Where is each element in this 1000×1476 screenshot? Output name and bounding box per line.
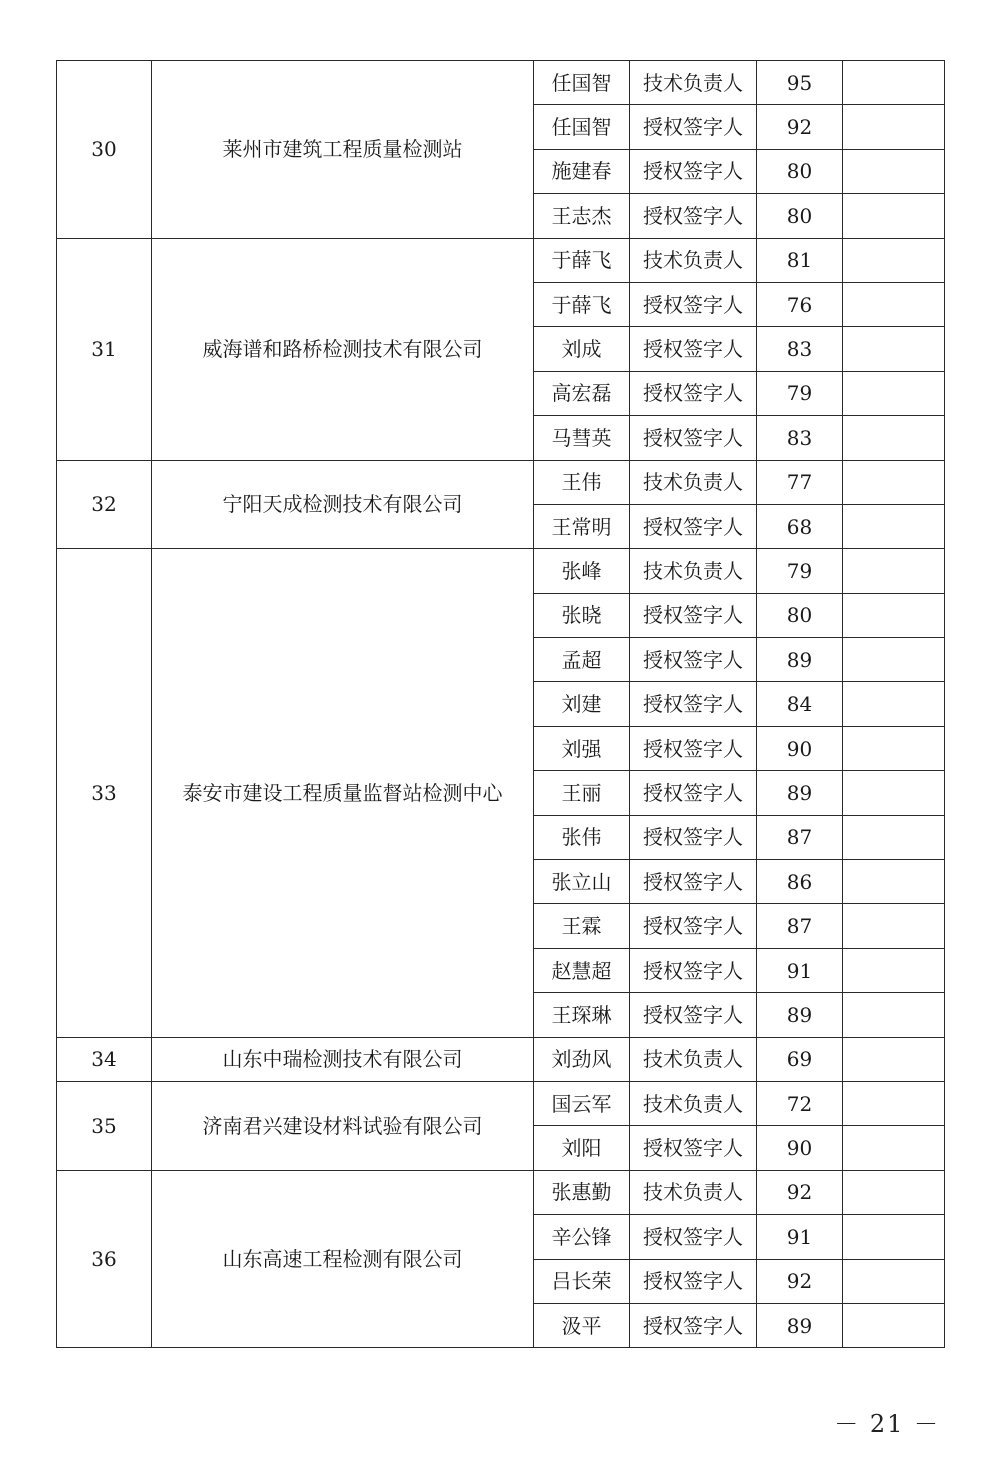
- role-cell: 授权签字人: [630, 149, 757, 193]
- role-cell: 授权签字人: [630, 993, 757, 1037]
- table-row: [57, 1037, 945, 1081]
- score-cell: 92: [757, 1170, 843, 1214]
- person-name-cell: 刘建: [534, 682, 630, 726]
- score-cell: 89: [757, 638, 843, 682]
- score-cell: 76: [757, 282, 843, 326]
- score-cell: 77: [757, 460, 843, 504]
- remark-cell: [843, 1215, 945, 1259]
- person-name-cell: 王伟: [534, 460, 630, 504]
- role-cell: 授权签字人: [630, 1215, 757, 1259]
- role-cell: 技术负责人: [630, 549, 757, 593]
- org-number-cell: 30: [57, 61, 152, 239]
- org-number-cell: 31: [57, 238, 152, 460]
- role-cell: 授权签字人: [630, 194, 757, 238]
- score-cell: 89: [757, 771, 843, 815]
- score-cell: 83: [757, 416, 843, 460]
- role-cell: 授权签字人: [630, 948, 757, 992]
- page-number: － 21 －: [834, 1410, 940, 1438]
- remark-cell: [843, 593, 945, 637]
- remark-cell: [843, 549, 945, 593]
- org-name-cell: 山东高速工程检测有限公司: [152, 1170, 534, 1348]
- score-cell: 89: [757, 993, 843, 1037]
- remark-cell: [843, 904, 945, 948]
- person-name-cell: 张立山: [534, 860, 630, 904]
- role-cell: 授权签字人: [630, 682, 757, 726]
- role-cell: 授权签字人: [630, 1303, 757, 1347]
- remark-cell: [843, 61, 945, 105]
- role-cell: 授权签字人: [630, 282, 757, 326]
- remark-cell: [843, 1259, 945, 1303]
- role-cell: 授权签字人: [630, 416, 757, 460]
- person-name-cell: 于薛飞: [534, 282, 630, 326]
- remark-cell: [843, 1126, 945, 1170]
- role-cell: 授权签字人: [630, 815, 757, 859]
- score-cell: 84: [757, 682, 843, 726]
- org-name-cell: 威海谱和路桥检测技术有限公司: [152, 238, 534, 460]
- table-row: [57, 61, 945, 105]
- person-name-cell: 王志杰: [534, 194, 630, 238]
- score-cell: 80: [757, 194, 843, 238]
- remark-cell: [843, 771, 945, 815]
- remark-cell: [843, 1303, 945, 1347]
- remark-cell: [843, 371, 945, 415]
- score-cell: 95: [757, 61, 843, 105]
- remark-cell: [843, 860, 945, 904]
- score-cell: 81: [757, 238, 843, 282]
- person-name-cell: 王常明: [534, 504, 630, 548]
- table-row: [57, 1081, 945, 1125]
- score-cell: 87: [757, 904, 843, 948]
- person-name-cell: 辛公锋: [534, 1215, 630, 1259]
- score-cell: 72: [757, 1081, 843, 1125]
- remark-cell: [843, 815, 945, 859]
- person-name-cell: 于薛飞: [534, 238, 630, 282]
- org-number-cell: 34: [57, 1037, 152, 1081]
- score-cell: 90: [757, 726, 843, 770]
- person-name-cell: 张晓: [534, 593, 630, 637]
- role-cell: 授权签字人: [630, 771, 757, 815]
- org-name-cell: 济南君兴建设材料试验有限公司: [152, 1081, 534, 1170]
- score-cell: 91: [757, 1215, 843, 1259]
- role-cell: 技术负责人: [630, 1170, 757, 1214]
- remark-cell: [843, 416, 945, 460]
- org-number-cell: 36: [57, 1170, 152, 1348]
- score-cell: 91: [757, 948, 843, 992]
- person-name-cell: 刘阳: [534, 1126, 630, 1170]
- remark-cell: [843, 948, 945, 992]
- score-cell: 68: [757, 504, 843, 548]
- role-cell: 授权签字人: [630, 726, 757, 770]
- table-row: [57, 549, 945, 593]
- remark-cell: [843, 282, 945, 326]
- role-cell: 授权签字人: [630, 860, 757, 904]
- remark-cell: [843, 460, 945, 504]
- person-name-cell: 高宏磊: [534, 371, 630, 415]
- person-name-cell: 王琛琳: [534, 993, 630, 1037]
- remark-cell: [843, 726, 945, 770]
- score-cell: 87: [757, 815, 843, 859]
- person-name-cell: 孟超: [534, 638, 630, 682]
- role-cell: 技术负责人: [630, 238, 757, 282]
- table-row: [57, 238, 945, 282]
- person-name-cell: 张峰: [534, 549, 630, 593]
- org-number-cell: 33: [57, 549, 152, 1037]
- role-cell: 技术负责人: [630, 61, 757, 105]
- person-name-cell: 刘成: [534, 327, 630, 371]
- score-cell: 90: [757, 1126, 843, 1170]
- person-name-cell: 国云军: [534, 1081, 630, 1125]
- person-name-cell: 施建春: [534, 149, 630, 193]
- role-cell: 技术负责人: [630, 1037, 757, 1081]
- person-name-cell: 张惠勤: [534, 1170, 630, 1214]
- org-number-cell: 32: [57, 460, 152, 549]
- remark-cell: [843, 993, 945, 1037]
- role-cell: 授权签字人: [630, 593, 757, 637]
- remark-cell: [843, 1081, 945, 1125]
- person-name-cell: 张伟: [534, 815, 630, 859]
- role-cell: 授权签字人: [630, 327, 757, 371]
- remark-cell: [843, 105, 945, 149]
- person-name-cell: 王霖: [534, 904, 630, 948]
- role-cell: 授权签字人: [630, 504, 757, 548]
- remark-cell: [843, 149, 945, 193]
- org-number-cell: 35: [57, 1081, 152, 1170]
- score-cell: 80: [757, 149, 843, 193]
- score-cell: 79: [757, 371, 843, 415]
- remark-cell: [843, 194, 945, 238]
- role-cell: 技术负责人: [630, 1081, 757, 1125]
- score-cell: 80: [757, 593, 843, 637]
- person-name-cell: 任国智: [534, 105, 630, 149]
- remark-cell: [843, 238, 945, 282]
- role-cell: 授权签字人: [630, 1126, 757, 1170]
- score-cell: 86: [757, 860, 843, 904]
- person-name-cell: 任国智: [534, 61, 630, 105]
- score-cell: 92: [757, 105, 843, 149]
- person-name-cell: 刘劲风: [534, 1037, 630, 1081]
- remark-cell: [843, 1170, 945, 1214]
- score-cell: 92: [757, 1259, 843, 1303]
- remark-cell: [843, 1037, 945, 1081]
- person-name-cell: 刘强: [534, 726, 630, 770]
- score-cell: 79: [757, 549, 843, 593]
- role-cell: 授权签字人: [630, 371, 757, 415]
- remark-cell: [843, 504, 945, 548]
- role-cell: 授权签字人: [630, 904, 757, 948]
- org-name-cell: 宁阳天成检测技术有限公司: [152, 460, 534, 549]
- role-cell: 授权签字人: [630, 105, 757, 149]
- remark-cell: [843, 327, 945, 371]
- role-cell: 技术负责人: [630, 460, 757, 504]
- person-name-cell: 汲平: [534, 1303, 630, 1347]
- table-body: [57, 61, 945, 1348]
- org-name-cell: 泰安市建设工程质量监督站检测中心: [152, 549, 534, 1037]
- remark-cell: [843, 638, 945, 682]
- role-cell: 授权签字人: [630, 638, 757, 682]
- person-name-cell: 赵慧超: [534, 948, 630, 992]
- score-cell: 83: [757, 327, 843, 371]
- table-row: [57, 460, 945, 504]
- personnel-score-table: [56, 60, 945, 1348]
- remark-cell: [843, 682, 945, 726]
- score-cell: 89: [757, 1303, 843, 1347]
- table-row: [57, 1170, 945, 1214]
- person-name-cell: 马彗英: [534, 416, 630, 460]
- org-name-cell: 莱州市建筑工程质量检测站: [152, 61, 534, 239]
- role-cell: 授权签字人: [630, 1259, 757, 1303]
- score-cell: 69: [757, 1037, 843, 1081]
- org-name-cell: 山东中瑞检测技术有限公司: [152, 1037, 534, 1081]
- person-name-cell: 吕长荣: [534, 1259, 630, 1303]
- person-name-cell: 王丽: [534, 771, 630, 815]
